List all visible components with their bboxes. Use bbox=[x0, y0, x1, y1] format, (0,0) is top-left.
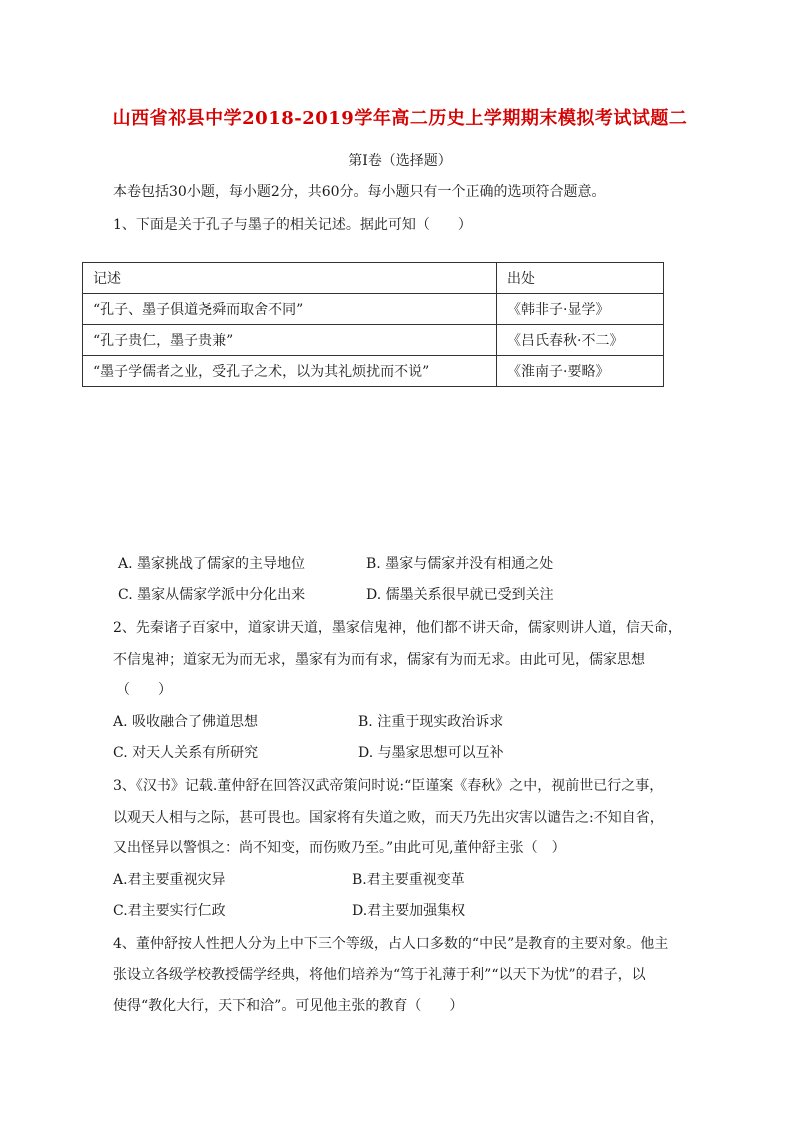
table-header-cell: 出处 bbox=[497, 263, 664, 294]
question-3-line-3: 又出怪异以警惧之：尚不知变，而伤败乃至。”由此可见,董仲舒主张（ ） bbox=[113, 840, 566, 856]
table-cell: “孔子、墨子俱道尧舜而取舍不同” bbox=[83, 294, 497, 325]
question-3-option-c: C.君主要实行仁政 bbox=[113, 903, 226, 919]
question-4-line-3: 使得“教化大行，天下和洽”。可见他主张的教育（ ） bbox=[113, 998, 464, 1014]
table-cell: “墨子学儒者之业，受孔子之术，以为其礼烦扰而不说” bbox=[83, 356, 497, 387]
table-row bbox=[83, 325, 664, 356]
question-2-option-d: D. 与墨家思想可以互补 bbox=[358, 745, 504, 761]
question-4-line-2: 张设立各级学校教授儒学经典，将他们培养为“笃于礼薄于利”“以天下为忧”的君子，以 bbox=[113, 967, 646, 983]
question-3-line-2: 以观天人相与之际，甚可畏也。国家将有失道之败，而天乃先出灾害以谴告之:不知自省， bbox=[113, 810, 664, 826]
question-3-option-b: B.君主要重视变革 bbox=[352, 872, 465, 888]
question-1-option-b: B. 墨家与儒家并没有相通之处 bbox=[366, 556, 554, 572]
question-1-stem: 1、下面是关于孔子与墨子的相关记述。据此可知（ ） bbox=[113, 217, 472, 233]
table-header-cell: 记述 bbox=[83, 263, 497, 294]
question-3-option-d: D.君主要加强集权 bbox=[352, 903, 466, 919]
table-cell: 《吕氏春秋·不二》 bbox=[497, 325, 664, 356]
question-2-option-a: A. 吸收融合了佛道思想 bbox=[113, 714, 259, 730]
document-title: 山西省祁县中学2018-2019学年高二历史上学期期末模拟考试试题二 bbox=[112, 108, 688, 129]
instructions: 本卷包括30小题，每小题2分，共60分。每小题只有一个正确的选项符合题意。 bbox=[113, 184, 606, 200]
section-heading: 第Ⅰ卷（选择题） bbox=[348, 153, 452, 169]
question-2-option-b: B. 注重于现实政治诉求 bbox=[358, 714, 504, 730]
question-1-option-a: A. 墨家挑战了儒家的主导地位 bbox=[118, 556, 306, 572]
table-cell: “孔子贵仁，墨子贵兼” bbox=[83, 325, 497, 356]
question-4-line-1: 4、董仲舒按人性把人分为上中下三个等级，占人口多数的“中民”是教育的主要对象。他主 bbox=[113, 936, 669, 952]
question-3-option-a: A.君主要重视灾异 bbox=[113, 872, 226, 888]
table-cell: 《韩非子·显学》 bbox=[497, 294, 664, 325]
question-2-line-3: （ ） bbox=[116, 682, 172, 698]
question-1-source-table bbox=[82, 262, 664, 387]
question-1-option-d: D. 儒墨关系很早就已受到关注 bbox=[366, 587, 554, 603]
table-cell: 《淮南子·要略》 bbox=[497, 356, 664, 387]
table-row bbox=[83, 294, 664, 325]
question-1-option-c: C. 墨家从儒家学派中分化出来 bbox=[118, 587, 306, 603]
question-3-line-1: 3、《汉书》记载.董仲舒在回答汉武帝策问时说:“臣谨案《春秋》之中，视前世已行之事， bbox=[113, 778, 664, 794]
question-2-line-2: 不信鬼神；道家无为而无求，墨家有为而有求，儒家有为而无求。由此可见，儒家思想 bbox=[113, 652, 645, 668]
table-header-row bbox=[83, 263, 664, 294]
table-row bbox=[83, 356, 664, 387]
question-2-line-1: 2、先秦诸子百家中，道家讲天道，墨家信鬼神，他们都不讲天命，儒家则讲人道，信天命， bbox=[113, 620, 682, 636]
question-2-option-c: C. 对天人关系有所研究 bbox=[113, 745, 259, 761]
